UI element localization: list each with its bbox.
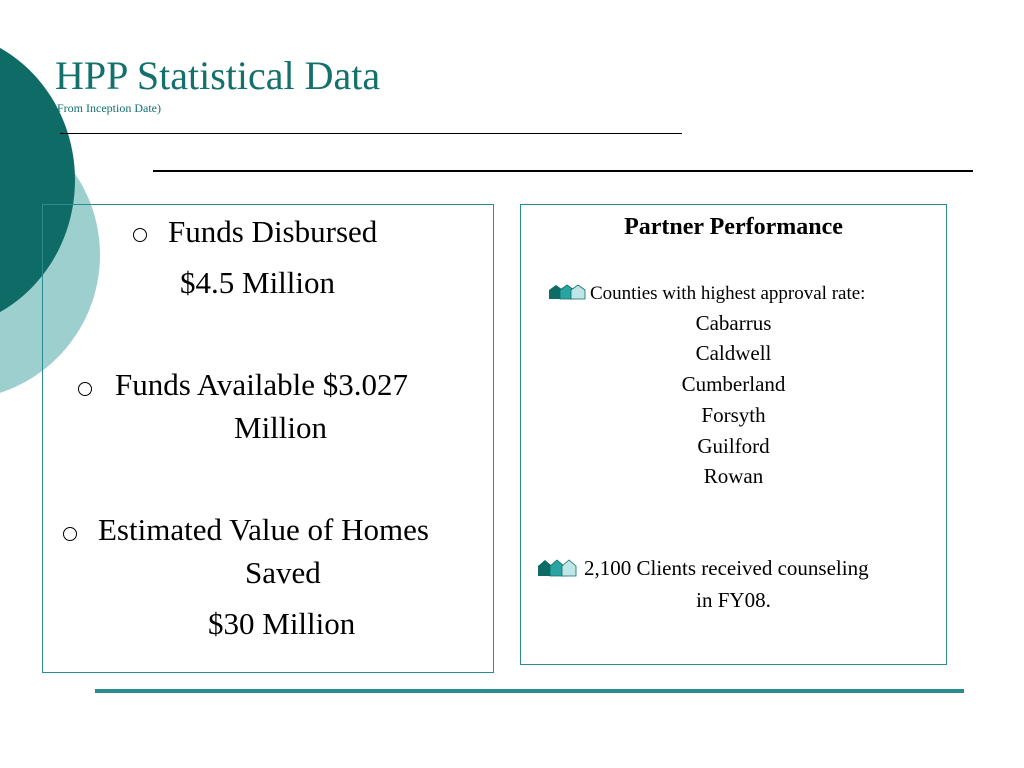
houses-bullet-icon <box>537 559 581 577</box>
county-item: Rowan <box>703 464 764 488</box>
partner-performance-title: Partner Performance <box>624 214 843 240</box>
homes-saved-value: $30 Million <box>208 606 356 641</box>
homes-saved-label: Estimated Value of Homes <box>98 512 429 547</box>
county-item: Guilford <box>697 434 770 458</box>
hollow-circle-bullet-icon <box>133 228 147 242</box>
hollow-circle-bullet-icon <box>63 527 77 541</box>
title-underline <box>60 133 682 134</box>
slide-subtitle: From Inception Date) <box>57 101 161 115</box>
counties-intro: Counties with highest approval rate: <box>590 283 866 304</box>
county-item: Cumberland <box>681 372 786 396</box>
hollow-circle-bullet-icon <box>78 382 92 396</box>
county-item: Forsyth <box>701 403 766 427</box>
houses-bullet-icon <box>548 284 588 300</box>
county-item: Caldwell <box>695 341 772 365</box>
funds-available-label: Funds Available $3.027 <box>115 367 409 402</box>
homes-saved-label-cont: Saved <box>245 555 321 590</box>
county-item: Cabarrus <box>695 311 772 335</box>
funds-disbursed-label: Funds Disbursed <box>168 214 378 249</box>
clients-counseling-line2: in FY08. <box>696 588 771 612</box>
divider-line <box>153 170 973 172</box>
funds-disbursed-value: $4.5 Million <box>180 265 336 300</box>
slide-title: HPP Statistical Data <box>55 53 381 98</box>
clients-counseling-line1: 2,100 Clients received counseling <box>584 556 869 580</box>
funds-available-unit: Million <box>234 410 328 445</box>
bottom-accent-rule <box>95 689 964 693</box>
